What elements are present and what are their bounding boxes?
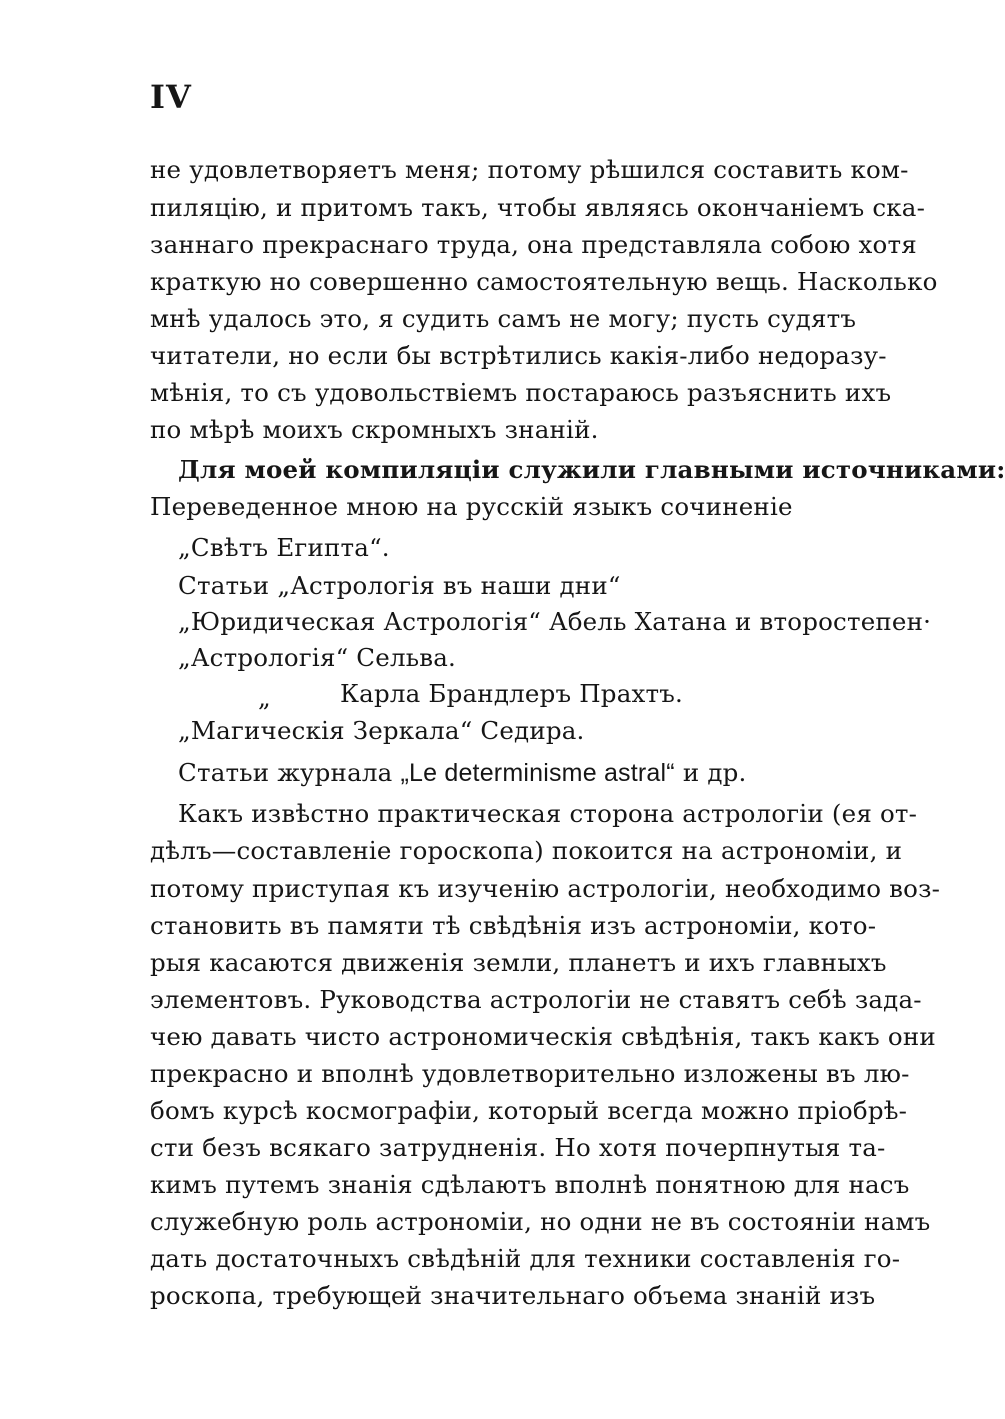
source-item: „Свѣтъ Египта“. bbox=[178, 533, 390, 562]
paragraph-1-line: по мѣрѣ моихъ скромныхъ знаній. bbox=[150, 415, 599, 444]
paragraph-1-line: не удовлетворяетъ меня; потому рѣшился составить ком- bbox=[150, 155, 909, 184]
source-item: „Юридическая Астрологія“ Абель Хатана и второстепен· bbox=[178, 607, 932, 636]
paragraph-2-line: дѣлъ—составленіе гороскопа) покоится на астрономіи, и bbox=[150, 836, 903, 865]
source-item: „Магическія Зеркала“ Седира. bbox=[178, 716, 585, 745]
paragraph-2-line: потому приступая къ изученію астрологіи, необходимо воз- bbox=[150, 874, 941, 903]
source-item: Статьи „Астрологія въ наши дни“ bbox=[178, 571, 621, 600]
paragraph-1-line: заннаго прекраснаго труда, она представляла собою хотя bbox=[150, 230, 917, 259]
paragraph-1-line: пиляцію, и притомъ такъ, чтобы являясь окончаніемъ ска- bbox=[150, 193, 926, 222]
paragraph-2-line: дать достаточныхъ свѣдѣній для техники составленія го- bbox=[150, 1244, 901, 1273]
journal-suffix: и др. bbox=[682, 758, 747, 787]
source-item: Карла Брандлеръ Прахтъ. bbox=[340, 679, 684, 708]
paragraph-2-line: Какъ извѣстно практическая сторона астрологіи (ея от- bbox=[178, 799, 918, 828]
paragraph-2-line: служебную роль астрономіи, но одни не въ состояніи намъ bbox=[150, 1207, 931, 1236]
sources-intro-line: Переведенное мною на русскій языкъ сочиненіе bbox=[150, 492, 793, 521]
ditto-mark: „ bbox=[258, 683, 271, 712]
paragraph-2-line: элементовъ. Руководства астрологіи не ставятъ себѣ зада- bbox=[150, 985, 922, 1014]
paragraph-2-line: кимъ путемъ знанія сдѣлаютъ вполнѣ понятною для насъ bbox=[150, 1170, 910, 1199]
journal-source-line bbox=[178, 755, 850, 791]
paragraph-1-line: мѣнія, то съ удовольствіемъ постараюсь разъяснить ихъ bbox=[150, 378, 892, 407]
paragraph-2-line: прекрасно и вполнѣ удовлетворительно изложены въ лю- bbox=[150, 1059, 910, 1088]
paragraph-1-line: читатели, но если бы встрѣтились какія-либо недоразу- bbox=[150, 341, 887, 370]
paragraph-2-line: становить въ памяти тѣ свѣдѣнія изъ астрономіи, кото- bbox=[150, 911, 877, 940]
source-item: „Астрологія“ Сельва. bbox=[178, 643, 457, 672]
paragraph-2-line: сти безъ всякаго затрудненія. Но хотя почерпнутыя та- bbox=[150, 1133, 886, 1162]
paragraph-2-line: роскопа, требующей значительнаго объема знаній изъ bbox=[150, 1281, 876, 1310]
paragraph-2-line: бомъ курсѣ космографіи, который всегда можно пріобрѣ- bbox=[150, 1096, 908, 1125]
journal-prefix: Статьи журнала bbox=[178, 758, 393, 787]
paragraph-2-line: рыя касаются движенія земли, планетъ и ихъ главныхъ bbox=[150, 948, 887, 977]
journal-title: „Le determinisme astral“ bbox=[400, 759, 675, 787]
paragraph-1-line: мнѣ удалось это, я судить самъ не могу; пусть судятъ bbox=[150, 304, 857, 333]
page-number: IV bbox=[150, 78, 192, 116]
paragraph-1-line: краткую но совершенно самостоятельную вещь. Насколько bbox=[150, 267, 938, 296]
paragraph-2-line: чею давать чисто астрономическія свѣдѣнія, такъ какъ они bbox=[150, 1022, 936, 1051]
sources-intro-line: Для моей компиляціи служили главными источниками: bbox=[178, 455, 1005, 484]
